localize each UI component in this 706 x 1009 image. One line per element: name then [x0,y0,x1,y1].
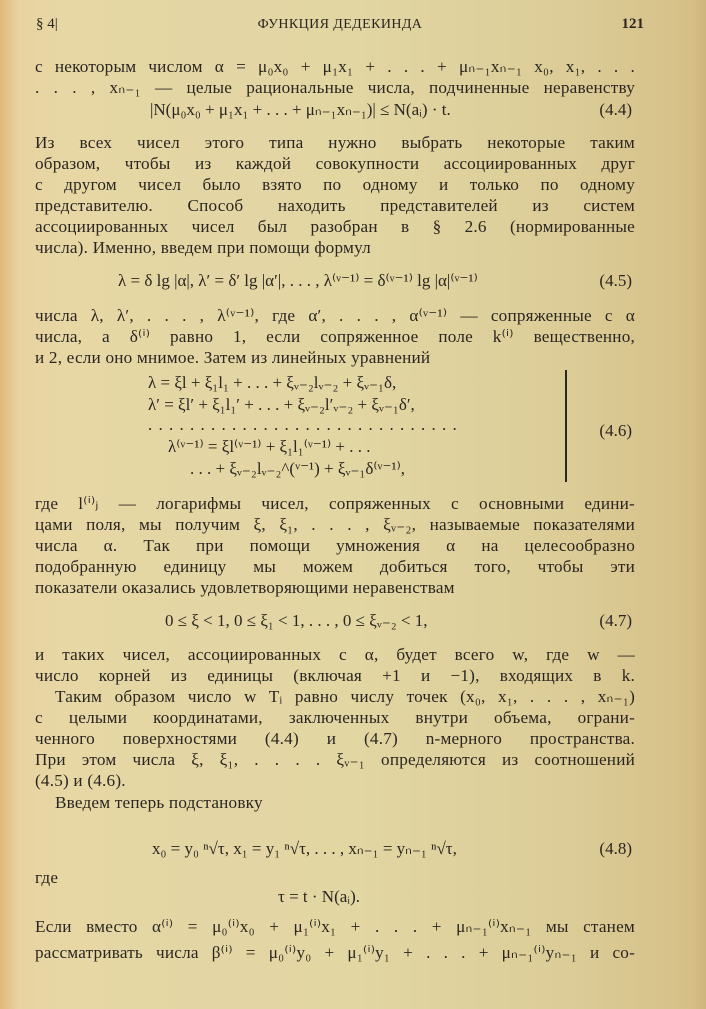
text-line: . . . , xₙ₋₁ — целые рациональные числа, подчиненные неравенству [35,78,635,97]
text-line: где l⁽ⁱ⁾ⱼ — логарифмы чисел, сопряженных с основными едини- [35,494,635,513]
equation-brace [565,370,567,482]
text-line: ченного поверхностями (4.4) и (4.7) n-мерного пространства. [35,729,635,748]
text-line: Если вместо α⁽ⁱ⁾ = μ₀⁽ⁱ⁾x₀ + μ₁⁽ⁱ⁾x₁ + . . . + μₙ₋₁⁽ⁱ⁾xₙ₋₁ мы станем [35,917,635,936]
text-line: с другом чисел было взято по одному и только по одному [35,175,635,194]
text-line: цами поля, мы получим ξ, ξ₁, . . . , ξᵥ₋₂, называемые показателями [35,515,635,534]
text-line: с целыми координатами, заключенных внутри объема, ограни- [35,708,635,727]
text-line: рассматривать числа β⁽ⁱ⁾ = μ₀⁽ⁱ⁾y₀ + μ₁⁽ⁱ⁾y₁ + . . . + μₙ₋₁⁽ⁱ⁾yₙ₋₁ и со- [35,943,635,962]
text-line: образом, чтобы из каждой совокупности ассоциированных друг [35,154,635,173]
text-line: При этом числа ξ, ξ₁, . . . . ξᵥ₋₁ определяются из соотношений [35,750,635,769]
equation-number: (4.4) [599,100,632,119]
equation-4-6-row: λ′ = ξl′ + ξ₁l₁′ + . . . + ξᵥ₋₂l′ᵥ₋₂ + ξᵥ₋₁δ′, [148,395,415,414]
text-line: и таких чисел, ассоциированных с α, будет всего w, где w — [35,645,635,664]
text-line: числа, а δ⁽ⁱ⁾ равно 1, если сопряженное поле k⁽ⁱ⁾ вещественно, [35,327,635,346]
text-line: представителю. Способ находить представителей из систем [35,196,635,215]
section-marker: § 4| [36,16,58,32]
equation-number: (4.7) [599,611,632,630]
text-line: и 2, если оно мнимое. Затем из линейных уравнений [35,348,431,367]
equation-4-4: |N(μ₀x₀ + μ₁x₁ + . . . + μₙ₋₁xₙ₋₁)| ≤ N(aᵢ) · t. [150,100,451,119]
running-title: ФУНКЦИЯ ДЕДЕКИНДА [257,17,423,32]
equation-4-8: x₀ = y₀ ⁿ√τ, x₁ = y₁ ⁿ√τ, . . . , xₙ₋₁ = yₙ₋₁ ⁿ√τ, [152,839,457,858]
equation-tau: τ = t · N(aᵢ). [278,887,360,906]
text-line: числа α. Так при помощи умножения α на целесообразно [35,536,635,555]
text-line: с некоторым числом α = μ₀x₀ + μ₁x₁ + . . . + μₙ₋₁xₙ₋₁ x₀, x₁, . . . [35,57,635,76]
text-line: числа λ, λ′, . . . , λ⁽ᵛ⁻¹⁾, где α′, . . . , α⁽ᵛ⁻¹⁾ — сопряженные с α [35,306,635,325]
page-header [36,16,644,38]
equation-number: (4.5) [599,271,632,290]
equation-4-6-row: . . . . . . . . . . . . . . . . . . . . . . . . . . . . . . [148,415,458,434]
text-line: ассоциированных чисел был разобран в § 2.6 (нормированные [35,217,635,236]
text-line: где [35,868,59,887]
equation-4-5: λ = δ lg |α|, λ′ = δ′ lg |α′|, . . . , λ⁽ᵛ⁻¹⁾ = δ⁽ᵛ⁻¹⁾ lg |α|⁽ᵛ⁻¹⁾ [118,271,478,290]
equation-number: (4.6) [599,421,632,440]
text-line: число корней из единицы (включая +1 и −1), входящих в k. [35,666,635,685]
text-line: Введем теперь подстановку [55,793,263,812]
equation-4-6-row: λ = ξl + ξ₁l₁ + . . . + ξᵥ₋₂lᵥ₋₂ + ξᵥ₋₁δ, [148,373,397,392]
text-line: Из всех чисел этого типа нужно выбрать некоторые таким [35,133,635,152]
text-line: подобранную единицу мы можем добиться того, чтобы эти [35,557,635,576]
equation-4-6-row: . . . + ξᵥ₋₂lᵥ₋₂^(ᵛ⁻¹) + ξᵥ₋₁δ⁽ᵛ⁻¹⁾, [190,459,406,478]
equation-number: (4.8) [599,839,632,858]
text-line: числа). Именно, введем при помощи формул [35,238,371,257]
page-number: 121 [621,16,644,32]
text-line: (4.5) и (4.6). [35,771,126,790]
equation-4-7: 0 ≤ ξ < 1, 0 ≤ ξ₁ < 1, . . . , 0 ≤ ξᵥ₋₂ < 1, [165,611,428,630]
text-line: Таким образом число w Tᵢ равно числу точек (x₀, x₁, . . . , xₙ₋₁) [55,687,635,706]
text-line: показатели оказались удовлетворяющими неравенствам [35,578,455,597]
equation-4-6-row: λ⁽ᵛ⁻¹⁾ = ξl⁽ᵛ⁻¹⁾ + ξ₁l₁⁽ᵛ⁻¹⁾ + . . . [168,437,371,456]
